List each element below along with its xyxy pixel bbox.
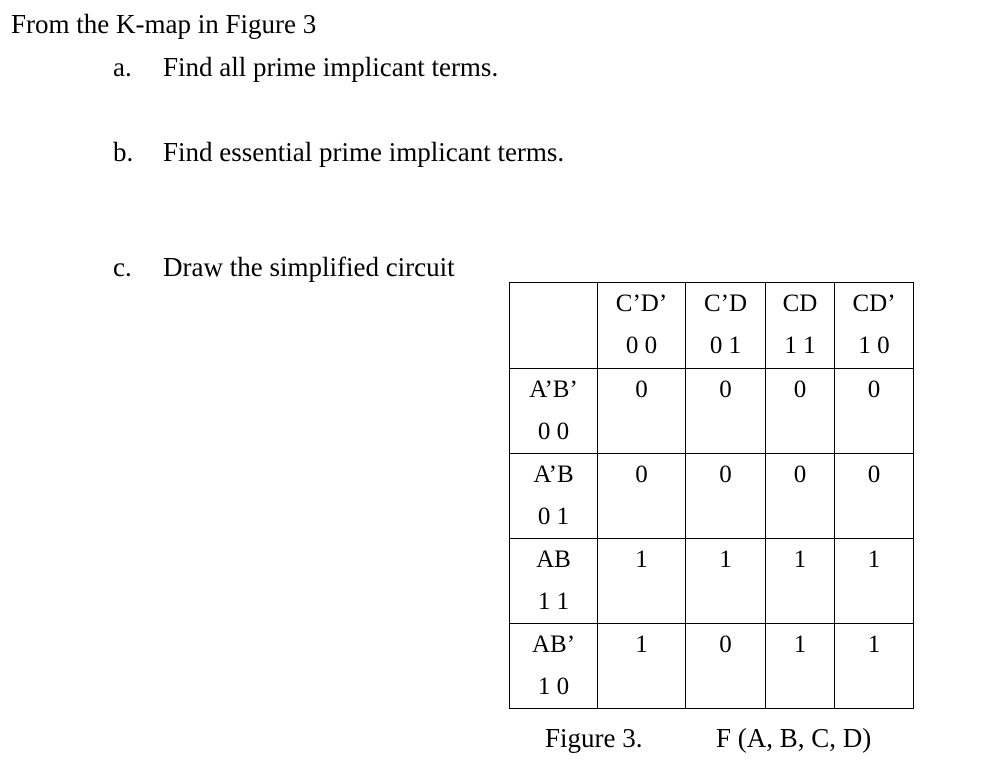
kmap-cell xyxy=(686,539,766,624)
col-code: 1 1 xyxy=(784,332,816,359)
kmap-cell xyxy=(835,624,914,709)
kmap-col-header xyxy=(835,283,914,369)
problem-title: From the K-map in Figure 3 xyxy=(11,9,317,39)
cell-value: 0 xyxy=(793,376,807,403)
cell-value: 0 xyxy=(719,461,732,488)
col-label: CD xyxy=(782,290,818,317)
kmap-cell xyxy=(835,454,914,539)
cell-value: 1 xyxy=(719,546,732,573)
kmap-cell xyxy=(686,624,766,709)
cell-value: 1 xyxy=(867,631,881,658)
cell-value: 0 xyxy=(719,376,732,403)
col-label: C’D xyxy=(703,290,748,317)
kmap-corner-cell xyxy=(510,283,598,369)
row-label: AB xyxy=(536,546,571,573)
question-a xyxy=(113,51,613,83)
cell-value: 1 xyxy=(867,546,881,573)
kmap-cell xyxy=(598,454,686,539)
cell-value: 1 xyxy=(793,546,807,573)
kmap-row-header xyxy=(510,369,598,454)
kmap-row xyxy=(510,539,914,624)
col-label: CD’ xyxy=(852,290,896,317)
figure-caption: Figure 3. xyxy=(545,723,643,753)
cell-value: 1 xyxy=(793,631,807,658)
question-a-letter: a. xyxy=(113,52,132,82)
question-c-letter: c. xyxy=(113,252,132,282)
row-label: A’B xyxy=(533,461,574,488)
kmap-row-header xyxy=(510,624,598,709)
cell-value: 1 xyxy=(635,631,648,658)
kmap-cell xyxy=(766,369,835,454)
row-label: A’B’ xyxy=(529,376,578,403)
kmap-cell xyxy=(835,369,914,454)
question-c xyxy=(113,251,513,283)
kmap-col-header xyxy=(598,283,686,369)
kmap-header-row xyxy=(510,283,914,369)
cell-value: 1 xyxy=(635,546,648,573)
row-code: 1 1 xyxy=(537,588,570,615)
kmap-cell xyxy=(766,624,835,709)
kmap-row-header xyxy=(510,454,598,539)
function-caption: F (A, B, C, D) xyxy=(716,723,872,753)
col-code: 0 1 xyxy=(709,332,742,359)
row-code: 1 0 xyxy=(537,673,570,700)
col-label: C’D’ xyxy=(615,290,668,317)
question-a-text: Find all prime implicant terms. xyxy=(163,52,499,82)
cell-value: 0 xyxy=(867,461,881,488)
question-c-text: Draw the simplified circuit xyxy=(163,252,455,282)
kmap-col-header xyxy=(766,283,835,369)
kmap-table xyxy=(509,282,914,709)
col-code: 1 0 xyxy=(858,332,890,359)
cell-value: 0 xyxy=(635,376,648,403)
kmap-cell xyxy=(766,539,835,624)
kmap-cell xyxy=(598,624,686,709)
row-code: 0 0 xyxy=(537,418,570,445)
kmap-cell xyxy=(686,369,766,454)
cell-value: 0 xyxy=(867,376,881,403)
kmap-col-header xyxy=(686,283,766,369)
question-b-letter: b. xyxy=(113,137,134,167)
cell-value: 0 xyxy=(635,461,648,488)
kmap-cell xyxy=(598,539,686,624)
question-b xyxy=(113,136,613,168)
row-code: 0 1 xyxy=(537,503,570,530)
kmap-row xyxy=(510,624,914,709)
kmap-cell xyxy=(835,539,914,624)
kmap-row xyxy=(510,369,914,454)
question-b-text: Find essential prime implicant terms. xyxy=(163,137,565,167)
cell-value: 0 xyxy=(793,461,807,488)
kmap-cell xyxy=(686,454,766,539)
kmap-cell xyxy=(598,369,686,454)
kmap-row xyxy=(510,454,914,539)
cell-value: 0 xyxy=(719,631,732,658)
kmap-row-header xyxy=(510,539,598,624)
col-code: 0 0 xyxy=(625,332,658,359)
kmap-cell xyxy=(766,454,835,539)
row-label: AB’ xyxy=(531,631,576,658)
